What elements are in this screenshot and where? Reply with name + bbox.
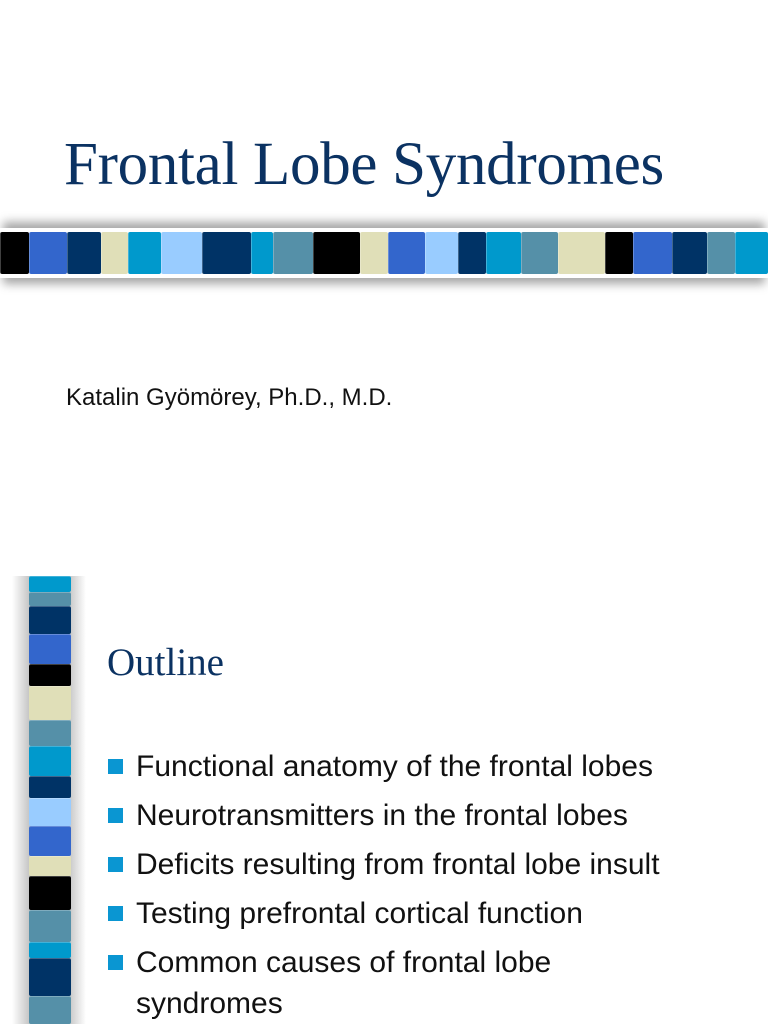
stripe-segment: [251, 232, 274, 274]
stripe-segment: [29, 910, 71, 942]
stripe-segment: [672, 232, 707, 274]
stripe-segment: [633, 232, 672, 274]
decorative-vertical-stripe-band: [28, 576, 72, 1024]
stripe-segment: [29, 576, 71, 592]
outline-slide: [0, 576, 768, 1024]
stripe-segment: [29, 592, 71, 606]
stripe-segment: [29, 942, 71, 958]
list-item-text: Functional anatomy of the frontal lobes: [136, 750, 653, 783]
stripe-segment: [29, 798, 71, 826]
slide-title: Frontal Lobe Syndromes: [64, 131, 664, 198]
author-subtitle: Katalin Gyömörey, Ph.D., M.D.: [66, 384, 393, 411]
stripe-segment: [29, 856, 71, 876]
stripe-segment: [161, 232, 202, 274]
stripe-segment: [521, 232, 558, 274]
square-bullet-icon: [108, 906, 123, 921]
stripe-segment: [29, 664, 71, 686]
stripe-segment: [29, 720, 71, 746]
stripe-segment: [425, 232, 458, 274]
square-bullet-icon: [108, 955, 123, 970]
outline-bullet-list: [107, 746, 736, 1024]
list-item: [107, 795, 736, 836]
outline-heading: Outline: [107, 641, 224, 684]
list-item: [107, 844, 736, 885]
stripe-segment: [101, 232, 128, 274]
stripe-segment: [458, 232, 485, 274]
stripe-segment: [605, 232, 632, 274]
decorative-stripe-band: [0, 228, 768, 278]
stripe-segment: [29, 746, 71, 776]
stripe-segment: [128, 232, 160, 274]
stripe-segment: [29, 996, 71, 1024]
stripe-segment: [29, 686, 71, 720]
list-item-text: Common causes of frontal lobe syndromes: [136, 946, 552, 1020]
square-bullet-icon: [108, 857, 123, 872]
list-item: [107, 942, 656, 1024]
stripe-segment: [707, 232, 734, 274]
stripe-segment: [202, 232, 251, 274]
stripe-segment: [558, 232, 605, 274]
stripe-segment: [67, 232, 101, 274]
stripe-segment: [486, 232, 521, 274]
stripe-segment: [29, 606, 71, 634]
stripe-segment: [313, 232, 360, 274]
stripe-segment: [29, 826, 71, 856]
list-item-text: Deficits resulting from frontal lobe insult: [136, 848, 660, 881]
stripe-segment: [0, 232, 29, 274]
stripe-segment: [29, 876, 71, 910]
stripe-segment: [29, 634, 71, 664]
stripe-segment: [29, 232, 66, 274]
stripe-segment: [388, 232, 425, 274]
list-item: [107, 893, 736, 934]
list-item-text: Testing prefrontal cortical function: [136, 897, 583, 930]
square-bullet-icon: [108, 759, 123, 774]
stripe-segment: [273, 232, 313, 274]
square-bullet-icon: [108, 808, 123, 823]
stripe-segment: [29, 776, 71, 798]
list-item-text: Neurotransmitters in the frontal lobes: [136, 799, 628, 832]
stripe-segment: [360, 232, 387, 274]
stripe-segment: [29, 958, 71, 996]
stripe-segment: [735, 232, 768, 274]
list-item: [107, 746, 736, 787]
